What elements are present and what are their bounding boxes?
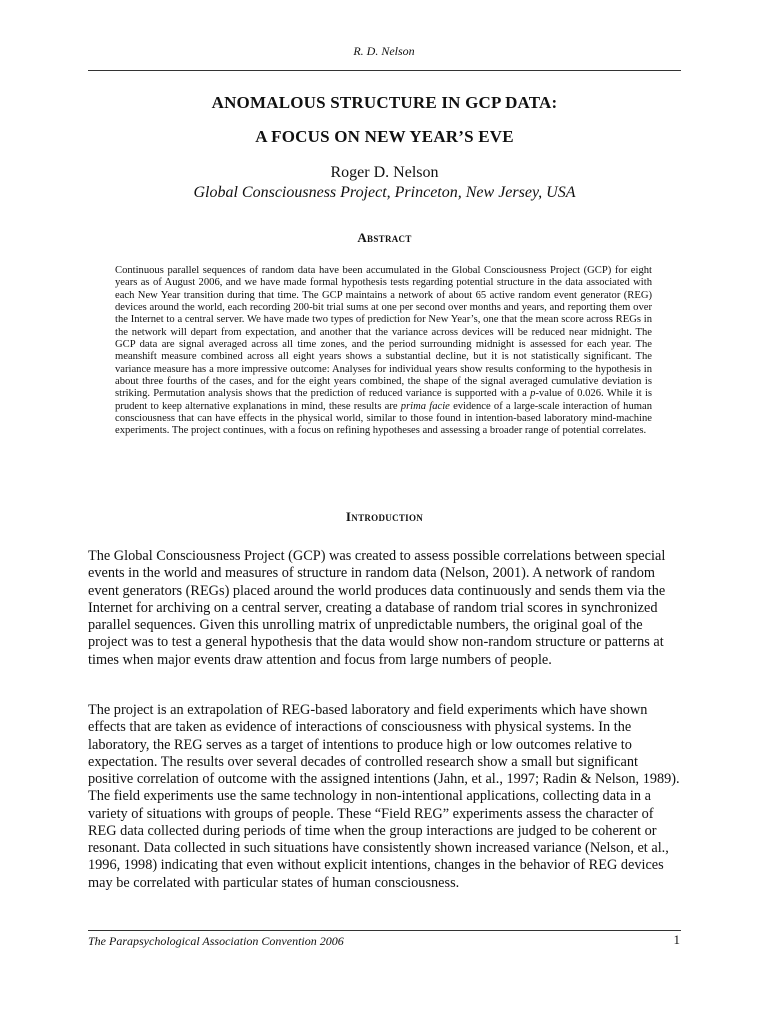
abstract-text-part-2: -value of 0.026. While it is prudent to keep alternative explanations in mind, these results are xyxy=(115,388,653,412)
author-affiliation: Global Consciousness Project, Princeton, New Jersey, USA xyxy=(193,184,576,201)
header-rule xyxy=(88,70,681,71)
page-number: 1 xyxy=(673,932,680,947)
intro-paragraph-1: The Global Consciousness Project (GCP) was created to assess possible correlations between special events in the world and measures of structure in random data (Nelson, 2001). A network of random event generators (REGs) placed around the world produces data continuously and sends them via the Internet for archiving on a central server, creating a database of random trial scores in synchronized parallel sequences. Given this unrolling matrix of unpredictable numbers, the original goal of the project was to test a general hypothesis that the data would show non-random structure or patterns at times when major events draw attention and focus from large numbers of people. xyxy=(88,548,666,668)
footer-rule xyxy=(88,930,681,931)
footer-conference: The Parapsychological Association Convention 2006 xyxy=(88,934,344,948)
prima-facie: prima facie xyxy=(400,400,450,412)
paper-title-line-2: A FOCUS ON NEW YEAR’S EVE xyxy=(255,127,514,146)
running-head: R. D. Nelson xyxy=(353,44,415,58)
abstract-text-part-1: Continuous parallel sequences of random data have been accumulated in the Global Consciousness Project (GCP) for eight years as of August 2006, and we have made formal hypothesis tests regarding potential structure in the data associated with each New Year transition during that time. The GCP maintains a network of about 65 active random event generator (REG) devices around the world, each recording 200-bit trial sums at one per second over months and years, and reporting them over the Internet to a central server. We have made two types of prediction for New Year’s, one that the mean score across REGs in the network will depart from expectation, and another that the variance across devices will be reduced near midnight. The GCP data are signal averaged across all time zones, and the period surrounding midnight is assessed for each year. The meanshift measure combined across all eight years shows a substantial decline, but it is not statistically significant. The variance measure has a more impressive outcome: Analyses for individual years show results conforming to the hypothesis in about three fourths of the cases, and for the eight years combined, the shape of the signal averaged cumulative deviation is striking. Permutation analysis shows that the prediction of reduced variance is supported with a xyxy=(115,265,652,400)
p-symbol: p xyxy=(530,388,536,400)
abstract-text xyxy=(115,265,652,438)
introduction-heading: Introduction xyxy=(345,509,424,524)
author-name: Roger D. Nelson xyxy=(330,164,439,181)
abstract-heading: Abstract xyxy=(357,230,412,245)
paper-title-line-1: ANOMALOUS STRUCTURE IN GCP DATA: xyxy=(211,93,558,112)
intro-paragraph-2: The project is an extrapolation of REG-based laboratory and field experiments which have shown effects that are taken as evidence of interactions of consciousness with physical systems. In the laboratory, the REG serves as a target of intentions to produce high or low outcomes relative to expectation. The results over several decades of controlled research show a small but significant positive correlation of outcome with the assigned intentions (Jahn, et al., 1997; Radin & Nelson, 1989). The field experiments use the same technology in non-intentional applications, collecting data in a variety of situations with groups of people. These “Field REG” experiments assess the character of REG data collected during periods of time when the group interactions are judged to be coherent or resonant. Data collected in such situations have consistently shown increased variance (Nelson, et al., 1996, 1998) indicating that even without explicit intentions, changes in the behavior of REG devices may be correlated with particular states of human consciousness. xyxy=(88,702,680,891)
abstract-text-part-3: evidence of a large-scale interaction of human consciousness that can have effects in the physical world, similar to those found in intention-based laboratory mind-machine experiments. The project continues, with a focus on refining hypotheses and assessing a broader range of potential correlates. xyxy=(115,400,652,437)
